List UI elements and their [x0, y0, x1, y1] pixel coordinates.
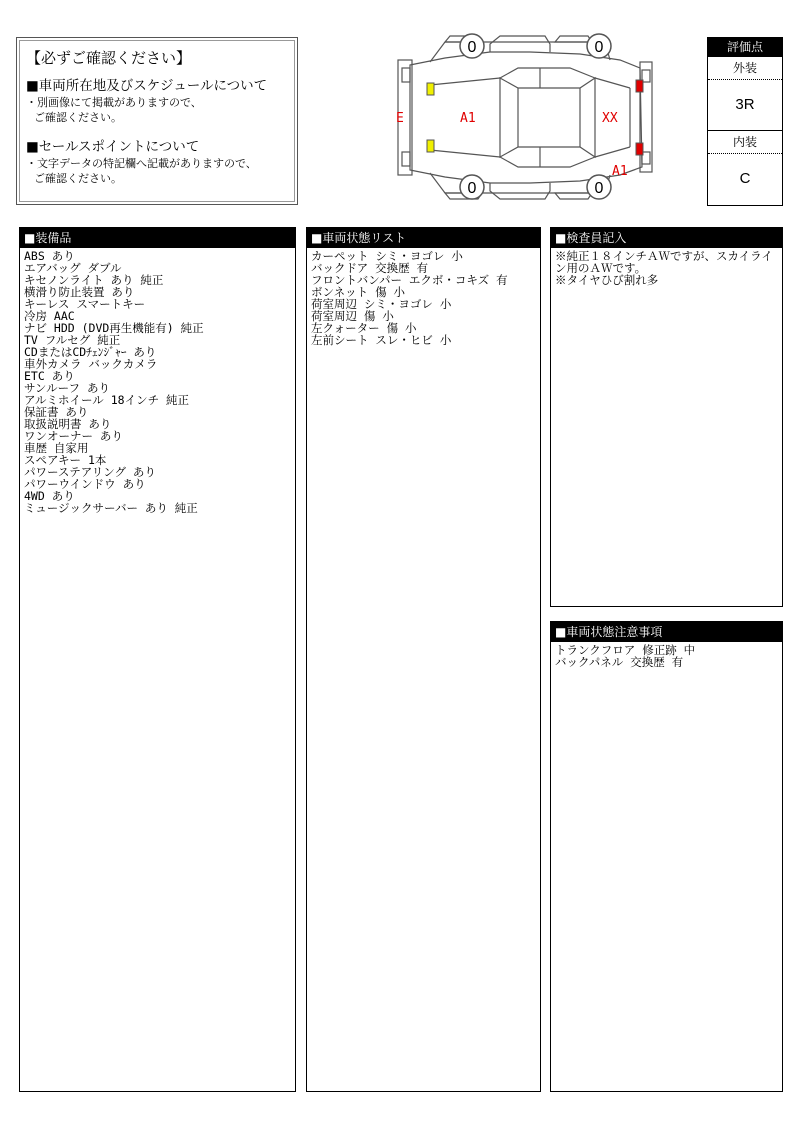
- equipment-item: キーレス スマートキー: [24, 297, 146, 311]
- mark-rear: XX: [602, 111, 618, 126]
- mark-hood: A1: [460, 111, 476, 126]
- interior-grade: C: [739, 170, 751, 187]
- equipment-item: 横滑り防止装置 あり: [24, 285, 135, 299]
- equipment-title: ■装備品: [20, 228, 295, 248]
- rear-left-lamp-icon: [636, 80, 643, 92]
- condition-title: ■車両状態リスト: [307, 228, 540, 248]
- condition-item: 荷室周辺 傷 小: [311, 309, 394, 323]
- caution-list: [551, 642, 782, 670]
- caution-panel: [550, 621, 783, 1092]
- equipment-item: パワーウインドウ あり: [24, 477, 146, 491]
- notice-section1-line2: ご確認ください。: [34, 111, 122, 124]
- notice-inner: [19, 40, 295, 202]
- condition-item: フロントバンパー エクボ・コキズ 有: [311, 273, 508, 287]
- tire-rear-right: [587, 175, 611, 199]
- inspector-item: ※タイヤひび割れ多: [555, 273, 659, 287]
- car-condition-diagram: [390, 30, 660, 205]
- equipment-item: 取扱説明書 あり: [24, 417, 112, 431]
- equipment-item: エアバッグ ダブル: [24, 261, 122, 275]
- equipment-item: ETC あり: [24, 369, 75, 383]
- notice-box: [16, 37, 298, 205]
- equipment-item: 車歴 自家用: [24, 441, 89, 455]
- tire-front-left: [460, 34, 484, 58]
- exterior-grade: 3R: [735, 96, 755, 113]
- inspector-notes: [551, 248, 782, 288]
- grade-header: 評価点: [708, 38, 782, 57]
- grade-box: [707, 37, 783, 206]
- equipment-item: CDまたはCDﾁｪﾝｼﾞｬｰ あり: [24, 345, 157, 359]
- interior-label: 内装: [708, 130, 782, 154]
- equipment-item: キセノンライト あり 純正: [24, 273, 164, 287]
- caution-item: トランクフロア 修正跡 中: [555, 643, 696, 657]
- mark-rear-corner: A1: [612, 164, 628, 179]
- condition-item: 左クォーター 傷 小: [311, 321, 417, 335]
- equipment-item: ABS あり: [24, 249, 75, 263]
- inspector-item: ※純正１８インチＡＷですが、スカイライン用のＡＷです。: [555, 249, 773, 275]
- notice-title: 【必ずご確認ください】: [26, 49, 192, 67]
- notice-section1-line1: ・別画像にて掲載がありますので、: [26, 96, 202, 109]
- tire-front-left-value: 0: [467, 39, 477, 56]
- equipment-item: 車外カメラ バックカメラ: [24, 357, 158, 371]
- front-left-lamp-icon: [427, 83, 434, 95]
- condition-item: バックドア 交換歴 有: [311, 261, 429, 275]
- equipment-item: サンルーフ あり: [24, 381, 110, 395]
- mark-front: E: [396, 111, 404, 126]
- equipment-item: ワンオーナー あり: [24, 429, 123, 443]
- notice-section1-heading: ■車両所在地及びスケジュールについて: [26, 78, 268, 94]
- equipment-item: ミュージックサーバー あり 純正: [24, 501, 198, 515]
- notice-section2-line1: ・文字データの特記欄へ記載がありますので、: [26, 157, 257, 170]
- equipment-panel: [19, 227, 296, 1092]
- front-right-lamp-icon: [427, 140, 434, 152]
- equipment-item: 保証書 あり: [24, 405, 89, 419]
- condition-item: カーペット シミ・ヨゴレ 小: [311, 249, 463, 263]
- equipment-item: ナビ HDD (DVD再生機能有) 純正: [24, 321, 204, 335]
- equipment-list: [20, 248, 295, 516]
- equipment-item: 4WD あり: [24, 489, 75, 503]
- caution-item: バックパネル 交換歴 有: [555, 655, 684, 669]
- tire-front-right-value: 0: [467, 180, 477, 197]
- condition-panel: [306, 227, 541, 1092]
- inspector-title: ■検査員記入: [551, 228, 782, 248]
- tire-front-right: [460, 175, 484, 199]
- equipment-item: スペアキー 1本: [24, 453, 107, 467]
- notice-section2-heading: ■セールスポイントについて: [26, 139, 200, 155]
- equipment-item: TV フルセグ 純正: [24, 333, 121, 347]
- exterior-label: 外装: [708, 57, 782, 80]
- tire-rear-right-value: 0: [594, 180, 604, 197]
- rear-right-lamp-icon: [636, 143, 643, 155]
- condition-item: 左前シート スレ・ヒビ 小: [311, 333, 452, 347]
- cabin-outline: [500, 78, 595, 157]
- equipment-item: パワーステアリング あり: [24, 465, 156, 479]
- inspector-panel: [550, 227, 783, 607]
- condition-item: ボンネット 傷 小: [311, 285, 406, 299]
- caution-title: ■車両状態注意事項: [551, 622, 782, 642]
- equipment-item: アルミホイール 18インチ 純正: [24, 393, 190, 407]
- condition-list: [307, 248, 540, 348]
- equipment-item: 冷房 AAC: [24, 309, 75, 323]
- tire-rear-left-value: 0: [594, 39, 604, 56]
- condition-item: 荷室周辺 シミ・ヨゴレ 小: [311, 297, 452, 311]
- notice-section2-line2: ご確認ください。: [34, 172, 122, 185]
- tire-rear-left: [587, 34, 611, 58]
